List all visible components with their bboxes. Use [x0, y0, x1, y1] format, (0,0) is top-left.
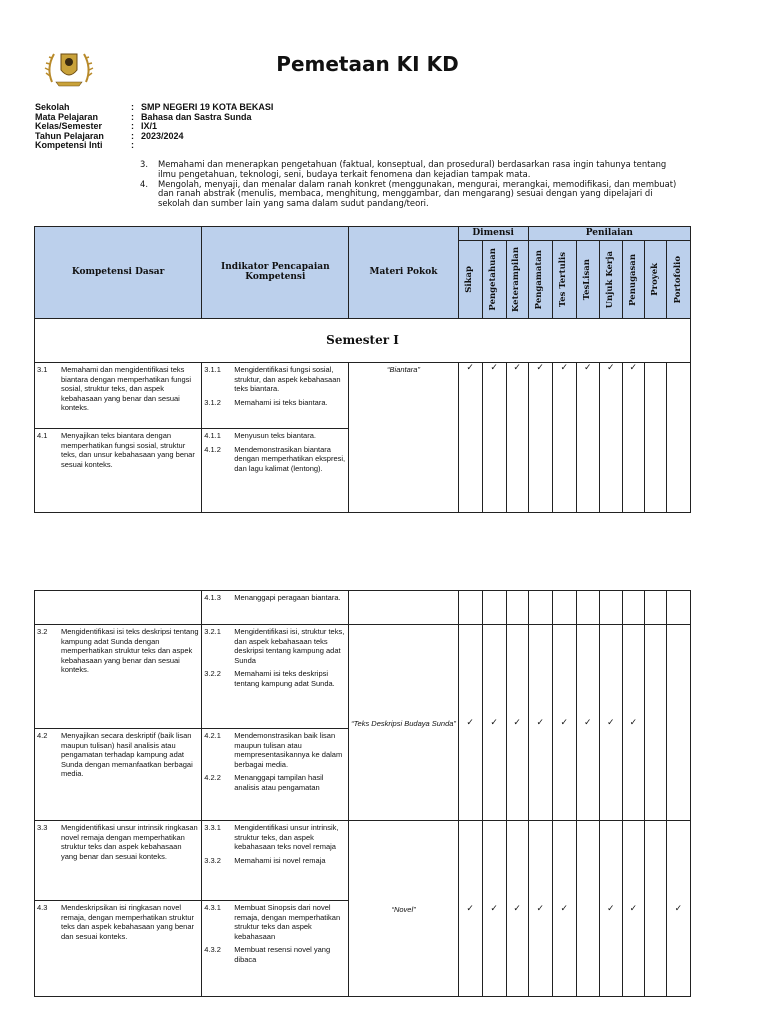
check-cell: ✓: [552, 363, 576, 513]
check-cell: ✓: [482, 821, 506, 997]
check-cell: ✓: [552, 821, 576, 997]
header-pengetahuan: Pengetahuan: [482, 241, 506, 319]
check-cell: ✓: [482, 625, 506, 821]
check-cell: ✓: [506, 363, 528, 513]
check-cell: [576, 821, 599, 997]
kd-cell: 3.3 Mengidentifikasi unsur intrinsik ringkasan novel remaja dengan memperhatikan struktur teks dan aspek kebahasaan yang benar dan sesuai konteks.: [35, 821, 202, 901]
check-cell: ✓: [506, 625, 528, 821]
check-cell: ✓: [482, 363, 506, 513]
info-row-ki: Kompetensi Inti :: [35, 140, 134, 151]
kd-cell: 4.3 Mendeskripsikan isi ringkasan novel remaja, dengan memperhatikan struktur teks dan aspek kebahasaan yang benar dan sesuai konteks.: [35, 901, 202, 997]
check-cell: ✓: [528, 821, 552, 997]
check-cell: ✓: [599, 363, 622, 513]
mapping-table-page1: [34, 226, 691, 513]
header-penilaian: Penilaian: [528, 227, 690, 241]
header-penugasan: Penugasan: [622, 241, 644, 319]
kd-cell: 3.1 Memahami dan mengidentifikasi teks biantara dengan memperhatikan fungsi sosial, struktur teks, dan aspek kebahasaan yang benar dan sesuai konteks.: [35, 363, 202, 429]
kd-cell: 4.1 Menyajikan teks biantara dengan memperhatikan fungsi sosial, struktur teks, dan unsur kebahasaan yang benar sesuai konteks.: [35, 429, 202, 513]
ki-item: [140, 160, 680, 180]
materi-cell: “Teks Deskripsi Budaya Sunda”: [349, 625, 458, 821]
header-portofolio: Portofolio: [666, 241, 690, 319]
header-pengamatan: Pengamatan: [528, 241, 552, 319]
kd-cell: [35, 591, 202, 625]
header-sikap: Sikap: [458, 241, 482, 319]
info-row-subject: Mata Pelajaran : Bahasa dan Sastra Sunda: [35, 111, 252, 122]
check-cell: ✓: [622, 821, 644, 997]
kd-cell: 4.2 Menyajikan secara deskriptif (baik lisan maupun tulisan) hasil analisis atau pengamatan terhadap kampung adat Sunda dengan memanfaatkan berbagai media.: [35, 729, 202, 821]
check-cell: ✓: [458, 363, 482, 513]
check-cell: ✓: [622, 363, 644, 513]
info-value: 2023/2024: [141, 130, 184, 141]
check-cell: ✓: [458, 821, 482, 997]
materi-cell: [349, 591, 458, 625]
header-materi: Materi Pokok: [349, 227, 458, 319]
indikator-cell: 3.2.1 Mengidentifikasi isi, struktur teks, dan aspek kebahasaan teks deskripsi tentang kampung adat Sunda 3.2.2 Memahami isi teks deskripsi tentang kampung adat Sunda.: [202, 625, 349, 729]
info-value: Bahasa dan Sastra Sunda: [141, 111, 252, 122]
info-label: Sekolah: [35, 102, 70, 112]
ki-number: 4.: [140, 178, 148, 189]
indikator-cell: 3.3.1 Mengidentifikasi unsur intrinsik, struktur teks, dan aspek kebahasaan teks novel remaja 3.3.2 Memahami isi novel remaja: [202, 821, 349, 901]
info-row-school: Sekolah : SMP NEGERI 19 KOTA BEKASI: [35, 102, 274, 112]
header-proyek: Proyek: [644, 241, 666, 319]
check-cell: [666, 363, 690, 513]
check-cell: ✓: [458, 625, 482, 821]
kd-cell: 3.2 Mengidentifikasi isi teks deskripsi tentang kampung adat Sunda dengan memperhatikan struktur teks dan aspek kebahasaan yang benar dan sesuai konteks.: [35, 625, 202, 729]
materi-cell: “Biantara”: [349, 363, 458, 513]
check-cell: ✓: [576, 363, 599, 513]
kompetensi-inti-list: [140, 160, 680, 209]
ki-item: [140, 180, 680, 209]
mapping-table-page2: [34, 590, 691, 997]
check-cell: ✓: [552, 625, 576, 821]
ki-text: Memahami dan menerapkan pengetahuan (faktual, konseptual, dan prosedural) berdasarkan rasa ingin tahunya tentang ilmu pengetahuan, teknologi, seni, budaya terkait fenomena dan kejadian tampak mata.: [158, 159, 667, 179]
info-label: Kompetensi Inti: [35, 140, 103, 151]
header-indikator: Indikator Pencapaian Kompetensi: [202, 227, 349, 319]
materi-cell: “Novel”: [349, 821, 458, 997]
indikator-cell: 4.3.1 Membuat Sinopsis dari novel remaja, dengan memperhatikan struktur teks dan aspek kebahasaan 4.3.2 Membuat resensi novel yang dibaca: [202, 901, 349, 997]
indikator-cell: 4.1.1 Menyusun teks biantara. 4.1.2 Mendemonstrasikan biantara dengan memperhatikan ekspresi, dan lagu kalimat (lentong).: [202, 429, 349, 513]
info-label: Mata Pelajaran: [35, 111, 99, 122]
school-info: [35, 103, 273, 151]
info-row-class: Kelas/Semester : IX/1: [35, 121, 158, 132]
info-row-year: Tahun Pelajaran : 2023/2024: [35, 130, 184, 141]
header-tes-tertulis: Tes Tertulis: [552, 241, 576, 319]
info-label: Tahun Pelajaran: [35, 130, 104, 141]
header-keterampilan: Keterampilan: [506, 241, 528, 319]
header-dimensi: Dimensi: [458, 227, 528, 241]
check-cell: [666, 625, 690, 821]
check-cell: [644, 821, 666, 997]
header-unjuk-kerja: Unjuk Kerja: [599, 241, 622, 319]
check-cell: ✓: [622, 625, 644, 821]
ki-text: Mengolah, menyaji, dan menalar dalam ranah konkret (menggunakan, mengurai, merangkai, memodifikasi, dan membuat) dan ranah abstrak (menulis, membaca, menghitung, menggambar, dan mengarang) sesuai dengan yang dipelajari di sekolah dan sumber lain yang sama dalam sudut pandang/teori.: [158, 178, 677, 209]
header-tes-lisan: TesLisan: [576, 241, 599, 319]
check-cell: ✓: [528, 625, 552, 821]
check-cell: ✓: [599, 821, 622, 997]
info-value: IX/1: [141, 121, 158, 132]
check-cell: ✓: [599, 625, 622, 821]
page-title: Pemetaan KI KD: [276, 52, 459, 76]
check-cell: [644, 625, 666, 821]
check-cell: ✓: [666, 821, 690, 997]
header-kompetensi-dasar: Kompetensi Dasar: [35, 227, 202, 319]
check-cell: ✓: [528, 363, 552, 513]
info-label: Kelas/Semester: [35, 121, 103, 132]
check-cell: [644, 363, 666, 513]
check-cell: ✓: [506, 821, 528, 997]
indikator-cell: 3.1.1 Mengidentifikasi fungsi sosial, struktur, dan aspek kebahasaan teks biantara. 3.1.2 Memahami isi teks biantara.: [202, 363, 349, 429]
check-cell: ✓: [576, 625, 599, 821]
semester-heading: Semester I: [35, 319, 691, 363]
info-value: SMP NEGERI 19 KOTA BEKASI: [141, 102, 274, 112]
indikator-cell: 4.1.3 Menanggapi peragaan biantara.: [202, 591, 349, 625]
indikator-cell: 4.2.1 Mendemonstrasikan baik lisan maupun tulisan atau mempresentasikannya ke dalam berbagai media. 4.2.2 Menanggapi tampilan hasil analisis atau pengamatan: [202, 729, 349, 821]
ki-number: 3.: [140, 159, 148, 169]
